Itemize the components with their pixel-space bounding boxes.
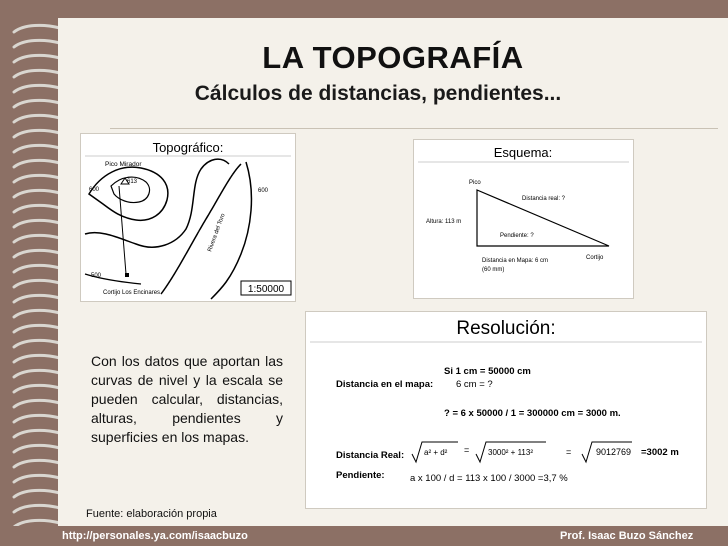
map-distance-label: Distancia en el mapa:: [336, 379, 434, 390]
peak-label: Pico Mirador: [105, 161, 142, 168]
topographic-map-panel: [80, 133, 296, 302]
schema-peak: Pico: [469, 180, 481, 186]
footer-author: Prof. Isaac Buzo Sánchez: [560, 530, 694, 542]
resolution-panel: [305, 311, 707, 509]
real-distance-result: =3002 m: [641, 447, 679, 458]
sqrt-expr-3: 9012769: [596, 447, 632, 457]
schema-panel: [413, 139, 634, 299]
source-note: Fuente: elaboración propia: [86, 508, 217, 520]
schema-map-distance: Distancia en Mapa: 6 cm: [482, 258, 549, 264]
slide-title: LA TOPOGRAFÍA: [262, 40, 524, 75]
contour-label-600-right: 600: [258, 188, 269, 194]
schema-title: Esquema:: [493, 145, 553, 160]
slope-label: Pendiente:: [336, 470, 385, 481]
schema-slope: Pendiente: ?: [500, 233, 534, 239]
title-divider: [110, 128, 718, 129]
result-line: ? = 6 x 50000 / 1 = 300000 cm = 3000 m.: [444, 408, 621, 419]
peak-height: 613: [127, 179, 138, 185]
river-line: [161, 164, 241, 294]
equals-2: =: [566, 447, 572, 457]
contour-500: [85, 159, 229, 247]
schema-real-distance: Distancia real: ?: [522, 196, 566, 202]
schema-farm: Cortijo: [586, 255, 604, 261]
slope-line: a x 100 / d = 113 x 100 / 3000 =3,7 %: [410, 473, 568, 484]
real-distance-label: Distancia Real:: [336, 450, 405, 461]
schema-height: Altura: 113 m: [426, 219, 462, 225]
description-text: Con los datos que aportan las curvas de nivel y la escala se pueden calcular, distancias, alturas, pendientes y superficies en los mapas.: [91, 353, 283, 445]
equals-1: =: [464, 445, 470, 455]
farm-label: Cortijo Los Encinares: [103, 290, 161, 296]
map-scale: 1:50000: [247, 284, 285, 295]
distance-line: [119, 186, 126, 274]
topo-title: Topográfico:: [152, 140, 224, 155]
sqrt-expr-2: 3000² + 113²: [488, 448, 533, 457]
resolution-content: [306, 312, 706, 508]
scale-line: Si 1 cm = 50000 cm: [444, 366, 531, 377]
contour-600: [89, 167, 168, 220]
contour-label-600-left: 600: [89, 187, 100, 193]
map-distance-line: 6 cm = ?: [456, 379, 493, 390]
resolution-title: Resolución:: [456, 318, 556, 339]
farm-marker: [125, 273, 129, 277]
footer-url[interactable]: http://personales.ya.com/isaacbuzo: [62, 530, 248, 542]
river-label: Rivera del Toro: [207, 212, 227, 253]
schema-map-distance-mm: (60 mm): [482, 267, 505, 273]
slide-subtitle: Cálculos de distancias, pendientes...: [194, 82, 562, 105]
topographic-map: [81, 134, 295, 301]
sqrt-expr-1: a² + d²: [424, 448, 448, 457]
contour-label-500: 500: [91, 273, 102, 279]
schema-diagram: [414, 140, 633, 298]
